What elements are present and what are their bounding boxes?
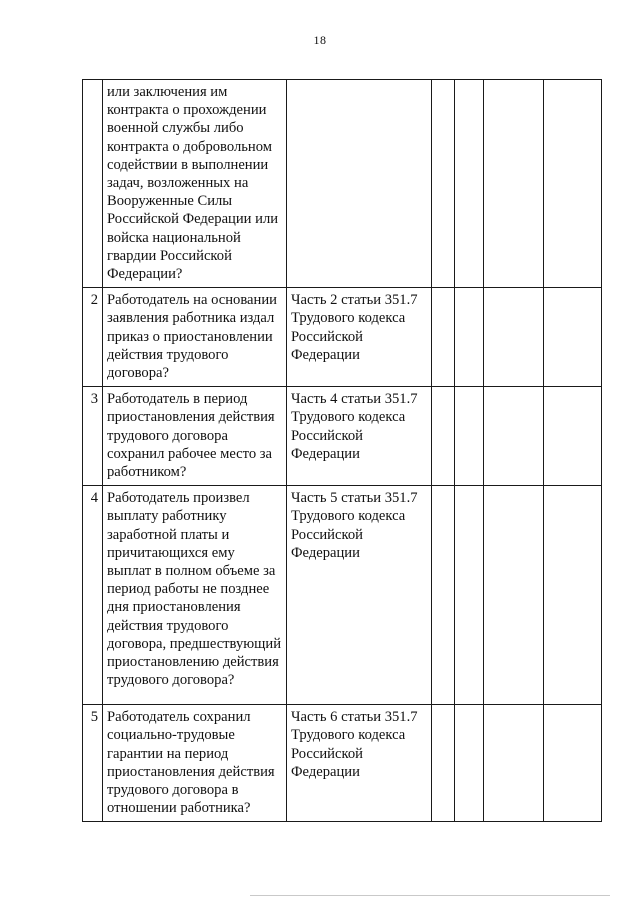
answer-yes-cell[interactable] (432, 705, 455, 822)
checklist-table (82, 79, 602, 822)
scan-edge-line (250, 895, 610, 896)
legal-reference (287, 80, 432, 288)
requirement-question: или заключения им контракта о прохождении военной службы либо контракта о добровольном содействии в выполнении задач, возложенных на Вооруженные Силы Российской Федерации или войска национальной гвардии Российской Федерации? (103, 80, 287, 288)
requirement-question: Работодатель на основании заявления работника издал приказ о приостановлении действия трудового договора? (103, 288, 287, 387)
not-applicable-cell[interactable] (484, 387, 544, 486)
note-cell[interactable] (544, 705, 602, 822)
not-applicable-cell[interactable] (484, 486, 544, 705)
note-cell[interactable] (544, 387, 602, 486)
legal-reference: Часть 2 статьи 351.7 Трудового кодекса Российской Федерации (287, 288, 432, 387)
answer-yes-cell[interactable] (432, 387, 455, 486)
page-number: 18 (313, 33, 327, 47)
table-row (83, 486, 602, 705)
row-number: 5 (83, 705, 103, 822)
answer-yes-cell[interactable] (432, 80, 455, 288)
note-cell[interactable] (544, 80, 602, 288)
note-cell[interactable] (544, 288, 602, 387)
table-row (83, 80, 602, 288)
answer-no-cell[interactable] (455, 80, 484, 288)
answer-no-cell[interactable] (455, 486, 484, 705)
table-row (83, 705, 602, 822)
note-cell[interactable] (544, 486, 602, 705)
row-number (83, 80, 103, 288)
answer-yes-cell[interactable] (432, 486, 455, 705)
requirement-question: Работодатель в период приостановления действия трудового договора сохранил рабочее место за работником? (103, 387, 287, 486)
table-row (83, 288, 602, 387)
not-applicable-cell[interactable] (484, 288, 544, 387)
not-applicable-cell[interactable] (484, 705, 544, 822)
answer-no-cell[interactable] (455, 288, 484, 387)
not-applicable-cell[interactable] (484, 80, 544, 288)
answer-no-cell[interactable] (455, 705, 484, 822)
row-number: 2 (83, 288, 103, 387)
requirement-question: Работодатель сохранил социально-трудовые гарантии на период приостановления действия трудового договора в отношении работника? (103, 705, 287, 822)
legal-reference: Часть 4 статьи 351.7 Трудового кодекса Российской Федерации (287, 387, 432, 486)
answer-no-cell[interactable] (455, 387, 484, 486)
row-number: 4 (83, 486, 103, 705)
table-row (83, 387, 602, 486)
legal-reference: Часть 5 статьи 351.7 Трудового кодекса Российской Федерации (287, 486, 432, 705)
legal-reference: Часть 6 статьи 351.7 Трудового кодекса Российской Федерации (287, 705, 432, 822)
row-number: 3 (83, 387, 103, 486)
answer-yes-cell[interactable] (432, 288, 455, 387)
requirement-question: Работодатель произвел выплату работнику заработной платы и причитающихся ему выплат в полном объеме за период работы не позднее дня приостановления действия трудового договора, предшествующий приостановлению действия трудового договора? (103, 486, 287, 705)
